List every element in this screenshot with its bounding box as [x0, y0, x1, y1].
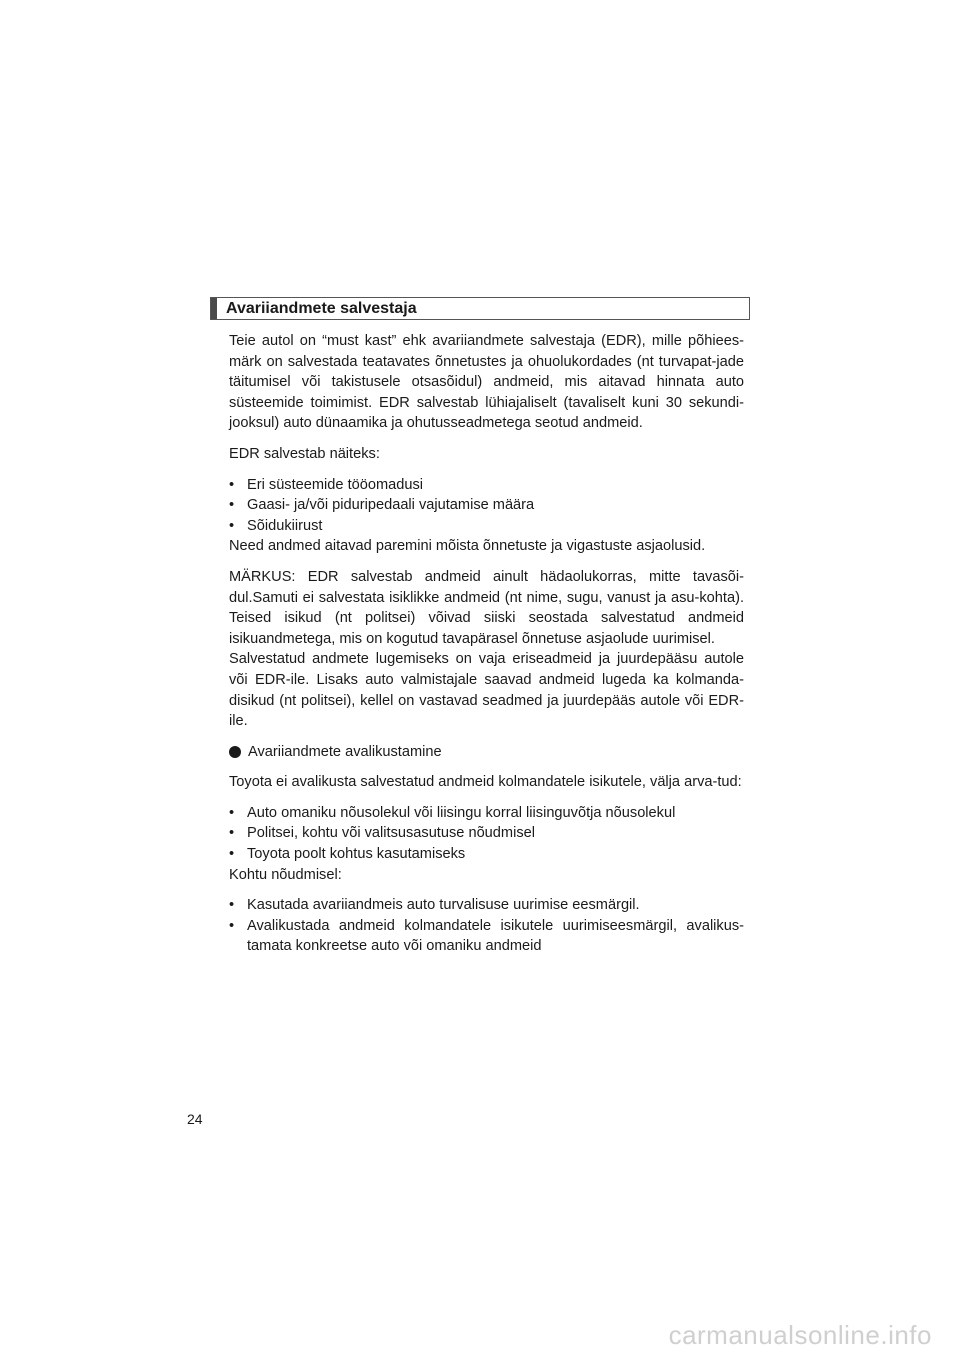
disclosure-heading: Avariiandmete avalikustamine: [248, 743, 442, 760]
disclosure-heading-row: [229, 742, 744, 763]
list-item: • Eri süsteemide tööomadusi: [229, 475, 744, 496]
examples-list: [229, 475, 744, 537]
list-item: • Toyota poolt kohtus kasutamiseks: [229, 844, 744, 865]
note-paragraph: MÄRKUS: EDR salvestab andmeid ainult hädaolukorras, mitte tavasõi-dul.Samuti ei salvestata isiklikke andmeid (nt nime, sugu, vanust ja asu-kohta). Teised isikud (nt politsei) võivad siiski seostada salvestatud andmeid isikuandmetega, mis on kogutud tavapärasel õnnetuse asjaolude uurimisel.: [229, 568, 744, 647]
court-intro: Kohtu nõudmisel:: [229, 866, 342, 883]
court-list: [229, 895, 744, 957]
disclosure-intro: Toyota ei avalikusta salvestatud andmeid kolmandatele isikutele, välja arva-tud:: [229, 774, 742, 791]
content-body: [229, 331, 744, 957]
list-item: • Kasutada avariiandmeis auto turvalisuse uurimise eesmärgil.: [229, 895, 744, 916]
list-item: • Gaasi- ja/või piduripedaali vajutamise määra: [229, 495, 744, 516]
section-title: Avariiandmete salvestaja: [226, 300, 417, 317]
circle-bullet-icon: [229, 746, 241, 758]
reading-paragraph: Salvestatud andmete lugemiseks on vaja eriseadmeid ja juurdepääsu autole või EDR-ile. Lisaks auto valmistajale saavad andmeid lugeda ka kolmanda-disikud (nt politsei), kellel on vastavad seadmed ja juurdepääs autole või EDR-ile.: [229, 651, 744, 730]
section-header-bar: [211, 298, 217, 319]
intro-paragraph: Teie autol on “must kast” ehk avariiandmete salvestaja (EDR), mille põhiees-märk on salvestada teatavates õnnetustes ja ohuolukordades (nt turvapat-jade täitumisel või takistusele otsasõidul) andmeid, mis aitavad hinnata auto süsteemide toimimist. EDR salvestab lühiajaliselt (tavaliselt kuni 30 sekundi-jooksul) auto dünaamika ja ohutusseadmetega seotud andmeid.: [229, 333, 744, 432]
examples-followup: Need andmed aitavad paremini mõista õnnetuste ja vigastuste asjaolusid.: [229, 538, 706, 555]
list-item: • Auto omaniku nõusolekul või liisingu korral liisinguvõtja nõusolekul: [229, 803, 744, 824]
page-number: 24: [187, 1111, 203, 1127]
list-item: • Avalikustada andmeid kolmandatele isikutele uurimiseesmärgil, avalikus-tamata konkreetse auto või omaniku andmeid: [229, 916, 744, 957]
list-item: • Sõidukiirust: [229, 516, 744, 537]
section-header: [210, 297, 750, 320]
watermark: carmanualsonline.info: [668, 1320, 932, 1350]
disclosure-list: [229, 803, 744, 865]
list-item: • Politsei, kohtu või valitsusasutuse nõudmisel: [229, 823, 744, 844]
examples-intro: EDR salvestab näiteks:: [229, 445, 380, 462]
